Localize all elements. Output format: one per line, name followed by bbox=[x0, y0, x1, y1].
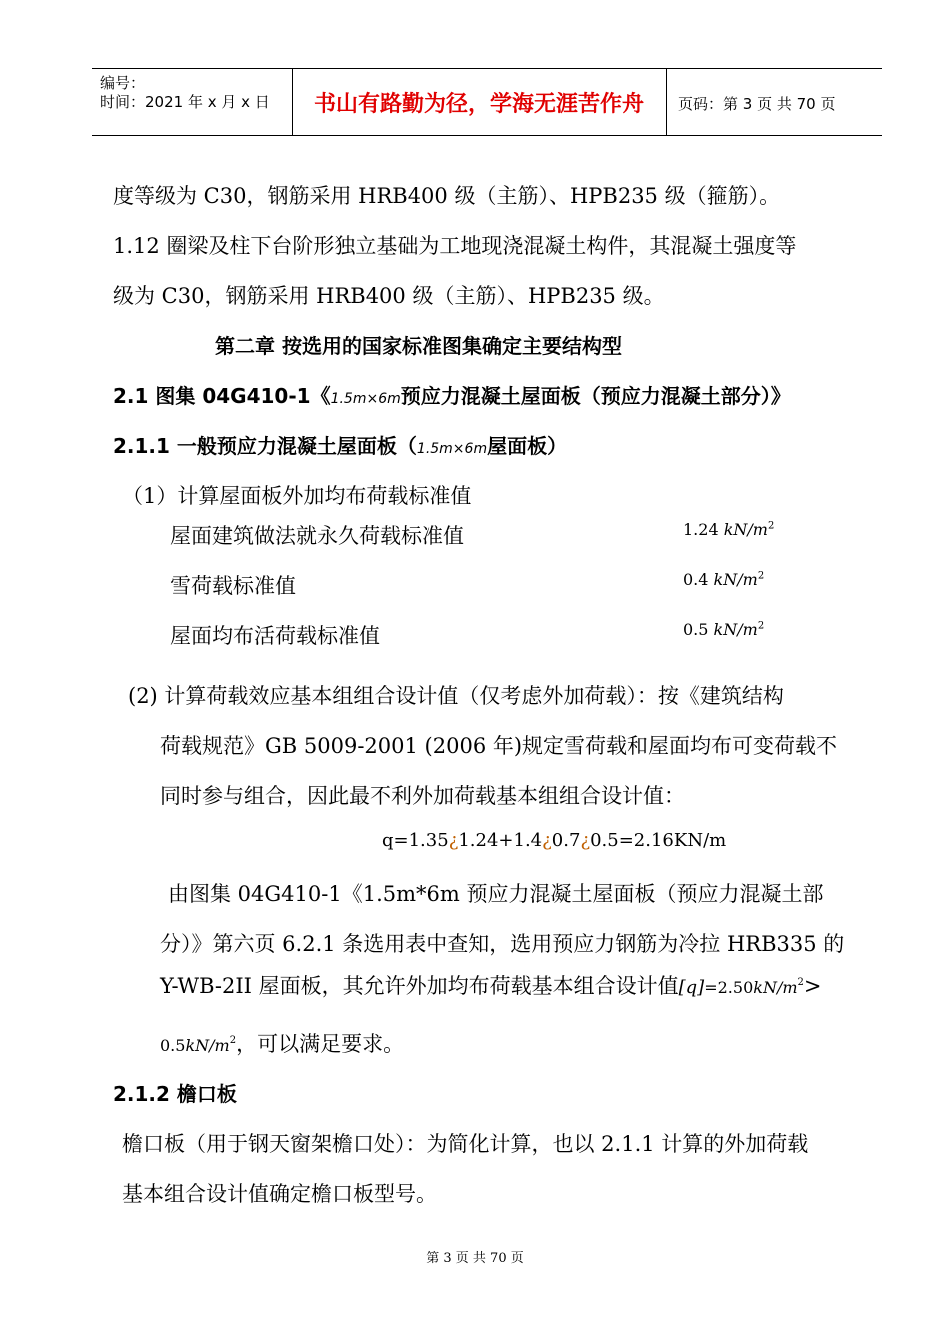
formula-part-c: 0.7 bbox=[551, 830, 581, 851]
para-line-3-text: Y-WB-2II 屋面板，其允许外加均布荷载基本组合设计值 bbox=[160, 974, 679, 998]
section-2-1-1-dim: 1.5m×6m bbox=[416, 441, 488, 457]
load-value-permanent-number: 1.24 bbox=[683, 520, 719, 539]
load-label-snow: 雪荷载标准值 bbox=[170, 574, 296, 598]
section-2-1-prefix: 2.1 图集 04G410-1《 bbox=[113, 384, 331, 408]
formula bbox=[382, 830, 726, 851]
allowable-q-value: =2.50 bbox=[704, 978, 754, 997]
text-line-3: 级为 C30，钢筋采用 HRB400 级（主筋）、HPB235 级。 bbox=[113, 284, 665, 308]
formula-part-d: 0.5=2.16KN/m bbox=[590, 830, 727, 851]
item-2-line-2: 荷载规范》GB 5009-2001 (2006 年)规定雪荷载和屋面均布可变荷载不 bbox=[160, 734, 838, 758]
load-value-permanent-exp: 2 bbox=[767, 520, 775, 532]
load-value-snow-exp: 2 bbox=[757, 570, 765, 582]
section-2-1-2-heading: 2.1.2 檐口板 bbox=[113, 1082, 237, 1106]
para-line-4-unit: kN/m bbox=[185, 1036, 230, 1055]
para-line-4-value: 0.5 bbox=[160, 1036, 186, 1055]
para-line-2: 分）》第六页 6.2.1 条选用表中查知，选用预应力钢筋为冷拉 HRB335 的 bbox=[160, 932, 845, 956]
load-value-live-exp: 2 bbox=[757, 620, 765, 632]
formula-symbol-3: ¿ bbox=[580, 830, 591, 851]
text-line-2: 1.12 圈梁及柱下台阶形独立基础为工地现浇混凝土构件，其混凝土强度等 bbox=[113, 234, 797, 258]
header-top-rule bbox=[92, 68, 882, 69]
load-value-permanent-unit: kN/m bbox=[723, 520, 768, 539]
allowable-q-symbol: [q] bbox=[678, 977, 705, 998]
para-line-4-text: ，可以满足要求。 bbox=[236, 1032, 405, 1056]
formula-part-b: 1.24+1.4 bbox=[458, 830, 543, 851]
header-bottom-rule bbox=[92, 135, 882, 136]
item-2-line-1: (2) 计算荷载效应基本组组合设计值（仅考虑外加荷载）：按《建筑结构 bbox=[128, 684, 784, 708]
section-2-1-1-prefix: 2.1.1 一般预应力混凝土屋面板（ bbox=[113, 434, 417, 458]
load-value-snow-unit: kN/m bbox=[713, 570, 758, 589]
eave-line-2: 基本组合设计值确定檐口板型号。 bbox=[122, 1182, 437, 1206]
header-table bbox=[92, 68, 882, 136]
section-2-1-1-heading bbox=[113, 430, 567, 459]
chapter-title: 第二章 按选用的国家标准图集确定主要结构型 bbox=[215, 334, 622, 358]
motto: 书山有路勤为径，学海无涯苦作舟 bbox=[313, 92, 644, 117]
item-1-heading: （1）计算屋面板外加均布荷载标准值 bbox=[122, 484, 472, 508]
greater-than-sign: > bbox=[803, 974, 822, 998]
load-value-live-number: 0.5 bbox=[683, 620, 709, 639]
para-line-4 bbox=[160, 1028, 404, 1058]
allowable-q-exp: 2 bbox=[797, 977, 804, 988]
load-value-snow-number: 0.4 bbox=[683, 570, 709, 589]
serial-label: 编号： bbox=[100, 74, 146, 92]
page-info: 页码：第 3 页 共 70 页 bbox=[678, 95, 836, 113]
item-2-line-3: 同时参与组合，因此最不利外加荷载基本组组合设计值： bbox=[160, 784, 685, 808]
time-label: 时间：2021 年 x 月 x 日 bbox=[100, 93, 270, 111]
para-line-3 bbox=[160, 970, 822, 1000]
para-line-4-exp: 2 bbox=[229, 1035, 237, 1046]
allowable-q-unit: kN/m bbox=[753, 978, 798, 997]
formula-part-a: q=1.35 bbox=[382, 830, 449, 851]
load-label-permanent: 屋面建筑做法就永久荷载标准值 bbox=[170, 524, 464, 548]
load-value-live-unit: kN/m bbox=[713, 620, 758, 639]
header-divider-right bbox=[666, 68, 667, 136]
load-value-snow bbox=[683, 570, 764, 589]
section-2-1-heading bbox=[113, 380, 791, 409]
formula-symbol-2: ¿ bbox=[542, 830, 552, 851]
section-2-1-dim: 1.5m×6m bbox=[330, 391, 401, 407]
load-value-permanent bbox=[683, 520, 774, 539]
eave-line-1: 檐口板（用于钢天窗架檐口处）：为简化计算，也以 2.1.1 计算的外加荷载 bbox=[122, 1132, 809, 1156]
para-line-1: 由图集 04G410-1《1.5m*6m 预应力混凝土屋面板（预应力混凝土部 bbox=[168, 882, 824, 906]
section-2-1-suffix: 预应力混凝土屋面板（预应力混凝土部分）》 bbox=[400, 384, 791, 408]
text-line-1: 度等级为 C30，钢筋采用 HRB400 级（主筋）、HPB235 级（箍筋）。 bbox=[113, 184, 781, 208]
load-value-live bbox=[683, 620, 764, 639]
section-2-1-1-suffix: 屋面板） bbox=[487, 434, 568, 458]
page-footer: 第 3 页 共 70 页 bbox=[426, 1251, 524, 1266]
formula-symbol-1: ¿ bbox=[448, 830, 459, 851]
load-label-live: 屋面均布活荷载标准值 bbox=[170, 624, 380, 648]
